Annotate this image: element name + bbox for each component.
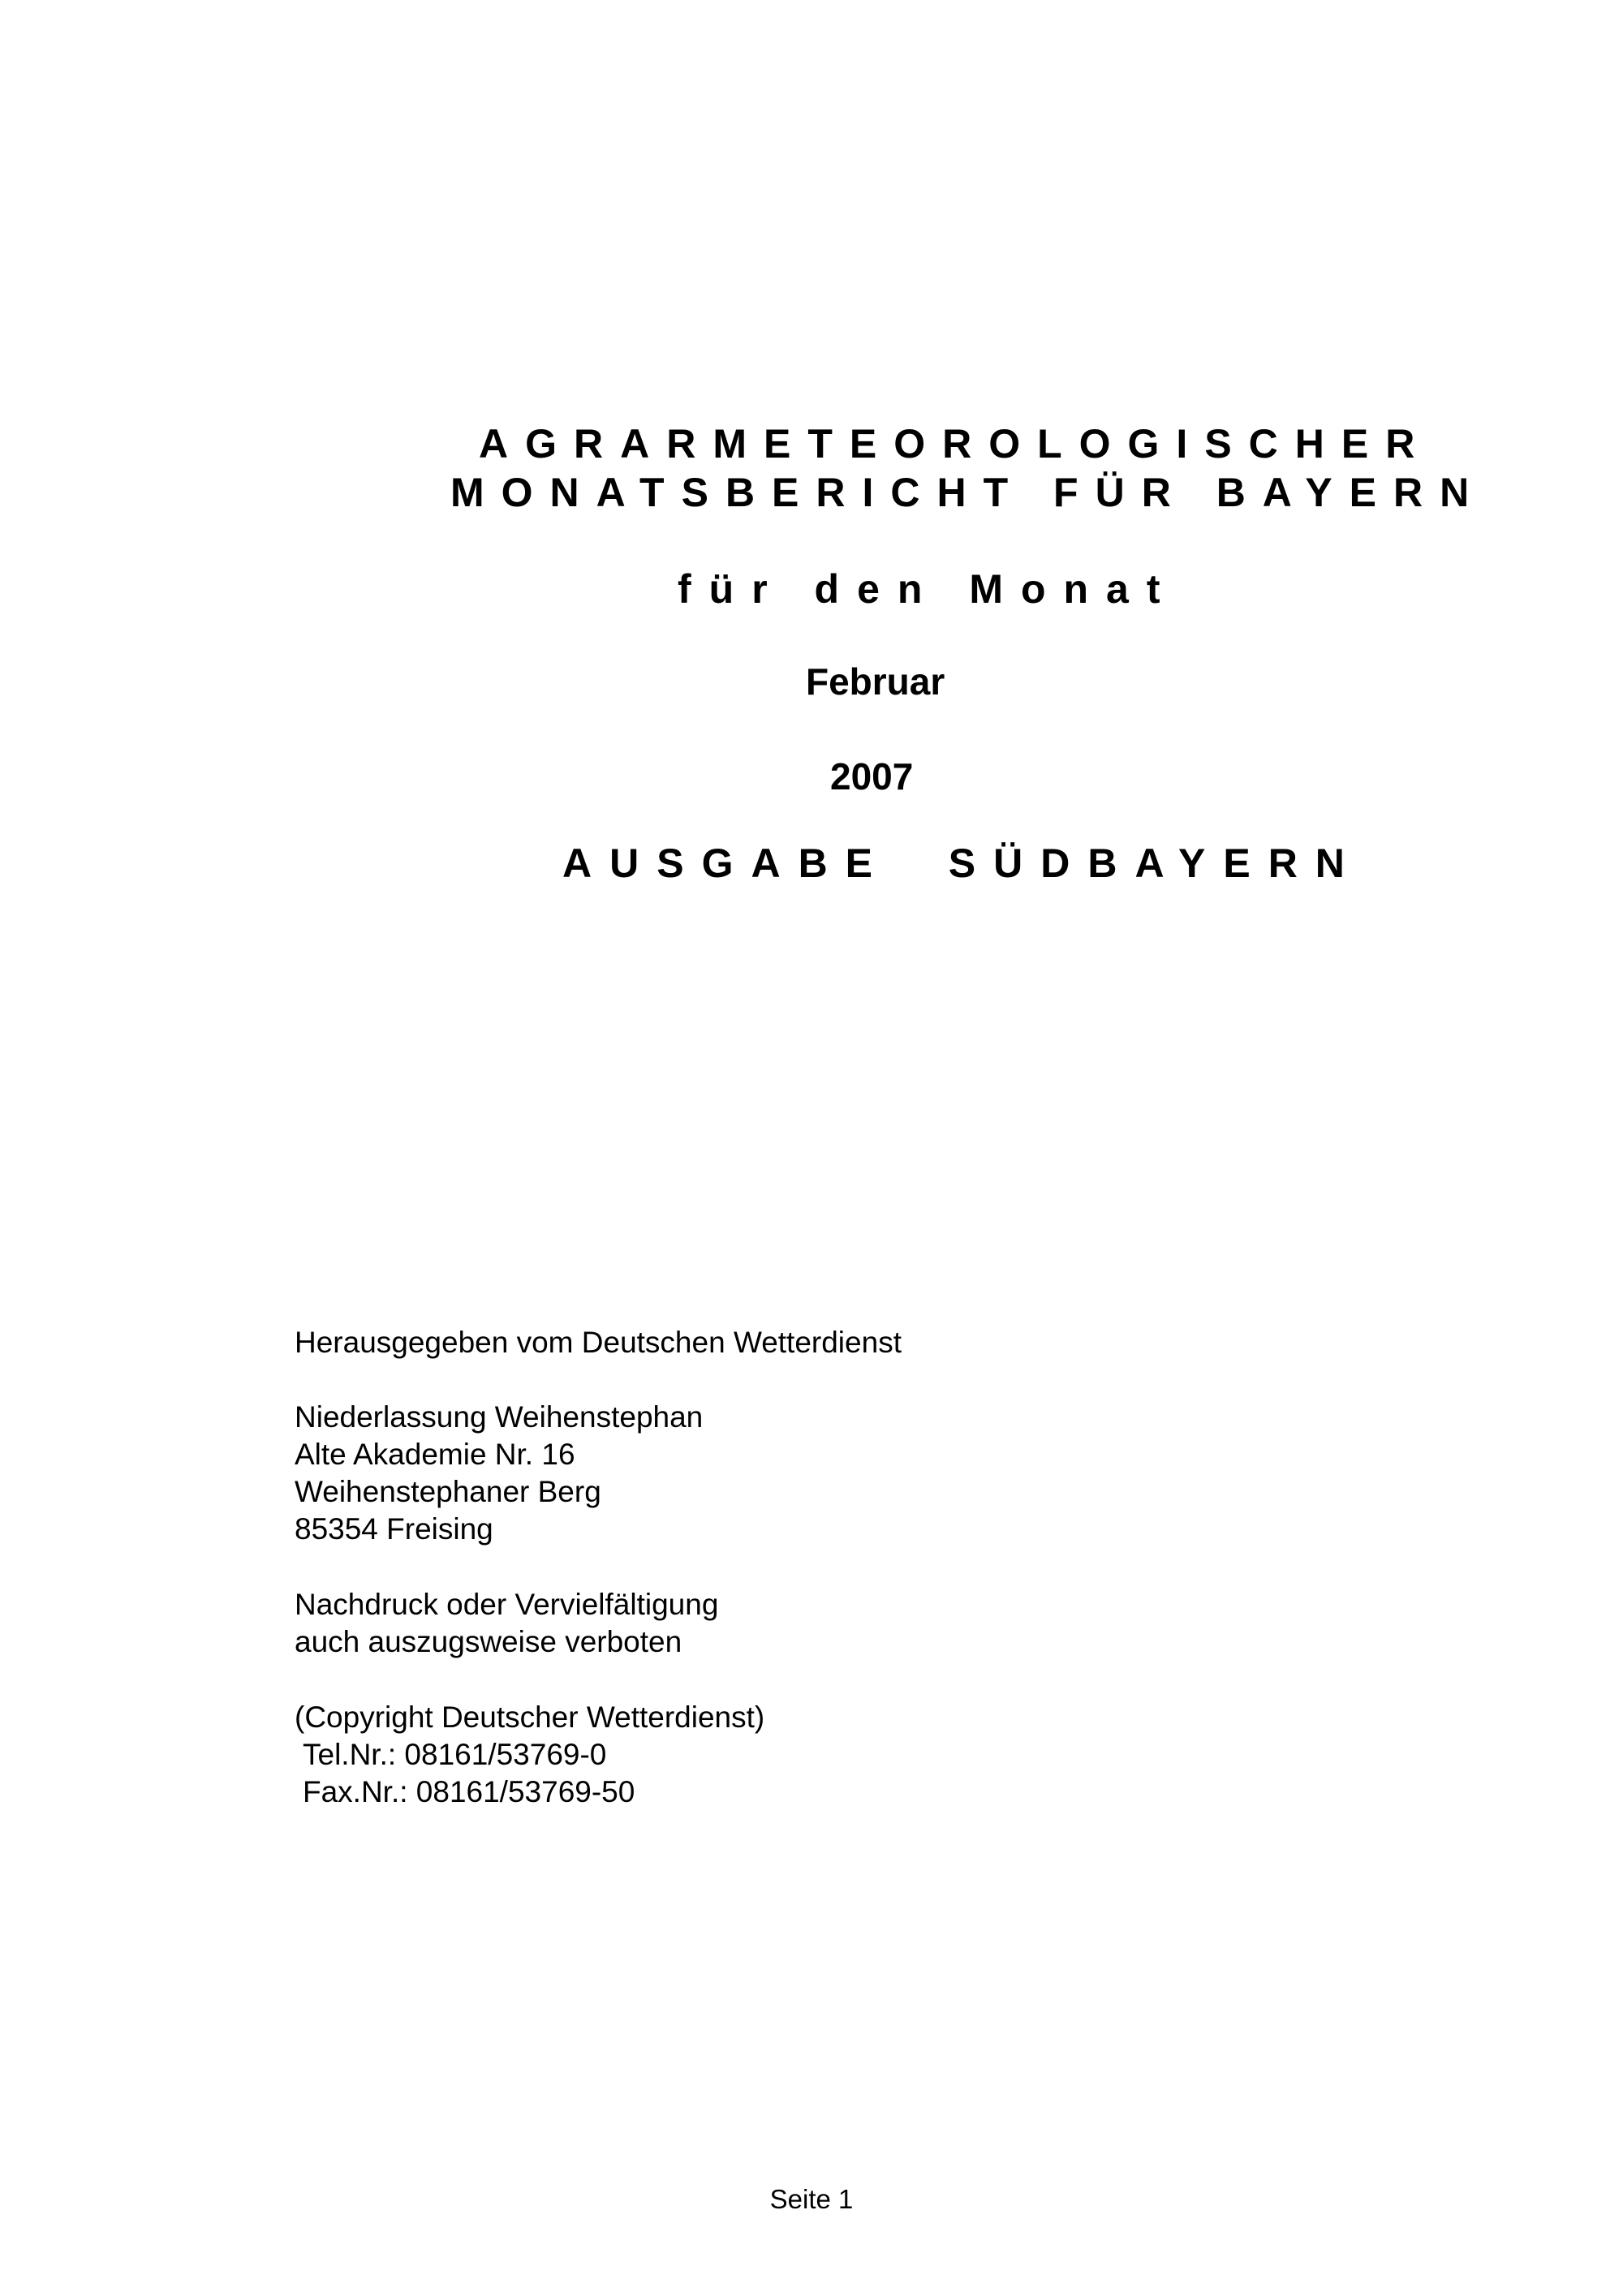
edition-label: AUSGABE SÜDBAYERN [562, 841, 1363, 886]
address-line: Weihenstephaner Berg [295, 1475, 601, 1508]
notice-line: auch auszugsweise verboten [295, 1625, 682, 1658]
copyright-block [295, 1699, 764, 1811]
for-month-label: für den Monat [678, 566, 1178, 612]
report-month: Februar [806, 660, 945, 703]
publisher-block [295, 1324, 902, 1361]
address-line: 85354 Freising [295, 1512, 493, 1546]
address-line: Alte Akademie Nr. 16 [295, 1438, 575, 1471]
fax-number: Fax.Nr.: 08161/53769-50 [303, 1775, 635, 1808]
address-line: Niederlassung Weihenstephan [295, 1400, 704, 1434]
page-number: Seite 1 [769, 2184, 854, 2214]
telephone-number: Tel.Nr.: 08161/53769-0 [303, 1738, 607, 1771]
publisher-text: Herausgegeben vom Deutschen Wetterdienst [295, 1326, 902, 1359]
reprint-notice [295, 1586, 718, 1661]
title-line-2: MONATSBERICHT FÜR BAYERN [450, 470, 1487, 515]
address-block [295, 1399, 703, 1548]
title-line-1: AGRARMETEOROLOGISCHER [479, 421, 1432, 467]
notice-line: Nachdruck oder Vervielfältigung [295, 1588, 719, 1621]
report-year: 2007 [830, 755, 914, 798]
copyright-text: (Copyright Deutscher Wetterdienst) [295, 1701, 765, 1734]
